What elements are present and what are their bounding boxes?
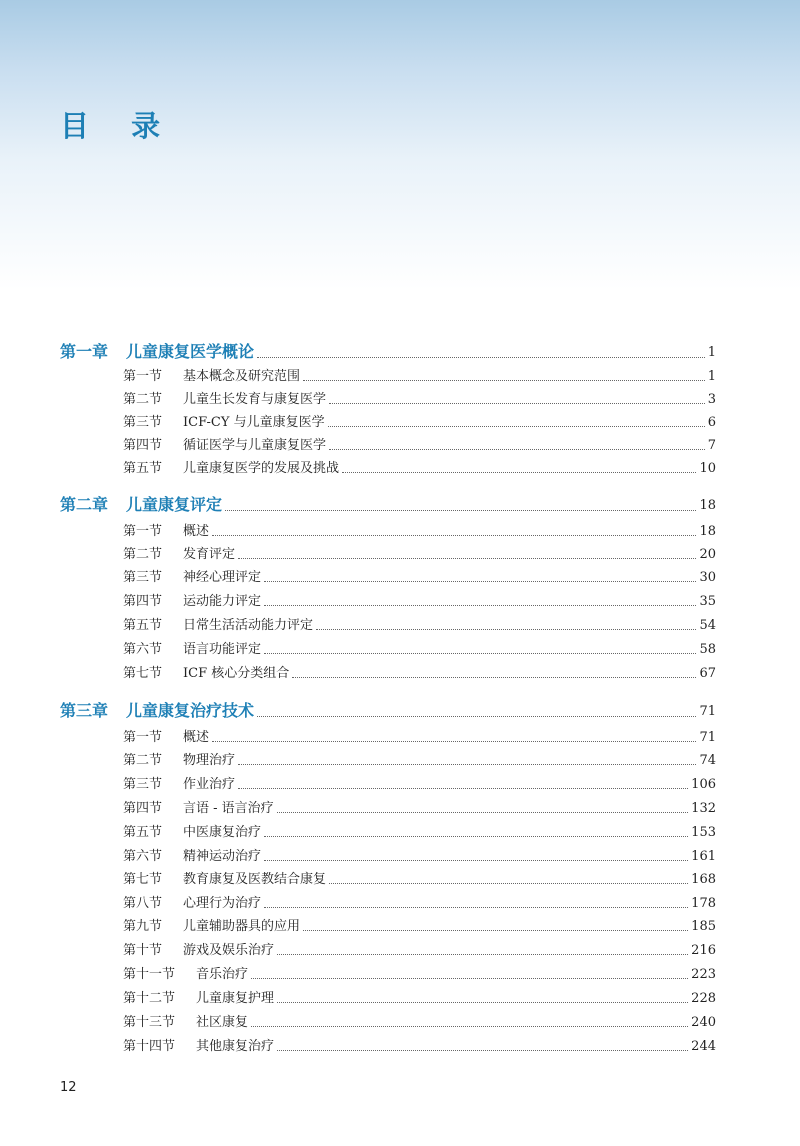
- chapter-number: 第二章: [60, 495, 109, 514]
- dot-leader: [264, 907, 688, 908]
- dot-leader: [212, 741, 696, 742]
- section-page: 161: [691, 849, 716, 864]
- chapter-title: 儿童康复治疗技术: [126, 701, 255, 720]
- section-page: 74: [699, 753, 716, 768]
- toc-chapter-1[interactable]: [60, 338, 716, 362]
- section-page: 223: [691, 967, 716, 982]
- section-number: 第十四节: [123, 1039, 176, 1054]
- section-title: 概述: [183, 524, 210, 539]
- dot-leader: [329, 403, 705, 404]
- section-title: 神经心理评定: [183, 570, 262, 585]
- dot-leader: [264, 581, 696, 582]
- section-page: 244: [691, 1039, 716, 1054]
- toc-section[interactable]: [123, 963, 716, 983]
- section-page: 67: [699, 666, 716, 681]
- chapter-title: 儿童康复评定: [126, 495, 223, 514]
- section-number: 第五节: [123, 825, 163, 840]
- section-title: 发育评定: [183, 547, 236, 562]
- section-page: 168: [691, 872, 716, 887]
- section-page: 18: [699, 524, 716, 539]
- section-number: 第十三节: [123, 1015, 176, 1030]
- section-number: 第三节: [123, 415, 163, 430]
- toc-section[interactable]: [123, 388, 716, 408]
- page-number: 12: [60, 1080, 77, 1095]
- section-title: 中医康复治疗: [183, 825, 262, 840]
- section-page: 1: [707, 369, 716, 384]
- toc-section[interactable]: [123, 845, 716, 865]
- dot-leader: [257, 716, 696, 717]
- section-page: 178: [691, 896, 716, 911]
- section-title: 物理治疗: [183, 753, 236, 768]
- toc-section[interactable]: [123, 939, 716, 959]
- dot-leader: [212, 535, 696, 536]
- section-number: 第一节: [123, 369, 163, 384]
- section-title: 其他康复治疗: [196, 1039, 275, 1054]
- section-number: 第九节: [123, 919, 163, 934]
- section-title: 基本概念及研究范围: [183, 369, 301, 384]
- section-number: 第十二节: [123, 991, 176, 1006]
- section-page: 3: [707, 392, 716, 407]
- section-number: 第一节: [123, 730, 163, 745]
- dot-leader: [238, 788, 688, 789]
- page-title: 目 录: [60, 109, 177, 143]
- section-page: 185: [691, 919, 716, 934]
- section-title: 心理行为治疗: [183, 896, 262, 911]
- section-title: 社区康复: [196, 1015, 249, 1030]
- section-title: ICF-CY 与儿童康复医学: [183, 415, 325, 430]
- section-title: ICF 核心分类组合: [183, 666, 290, 681]
- section-number: 第十一节: [123, 967, 176, 982]
- toc-section[interactable]: [123, 566, 716, 586]
- dot-leader: [277, 954, 688, 955]
- section-title: 循证医学与儿童康复医学: [183, 438, 327, 453]
- toc-section[interactable]: [123, 987, 716, 1007]
- section-title: 言语 - 语言治疗: [183, 801, 274, 816]
- toc-section[interactable]: [123, 797, 716, 817]
- section-number: 第二节: [123, 547, 163, 562]
- section-number: 第六节: [123, 642, 163, 657]
- dot-leader: [292, 677, 696, 678]
- dot-leader: [329, 449, 705, 450]
- toc-section[interactable]: [123, 773, 716, 793]
- dot-leader: [264, 605, 696, 606]
- section-page: 54: [699, 618, 716, 633]
- toc-section[interactable]: [123, 638, 716, 658]
- section-page: 10: [699, 461, 716, 476]
- section-number: 第七节: [123, 872, 163, 887]
- section-title: 精神运动治疗: [183, 849, 262, 864]
- dot-leader: [238, 764, 696, 765]
- section-number: 第二节: [123, 753, 163, 768]
- dot-leader: [238, 558, 696, 559]
- toc-section[interactable]: [123, 1011, 716, 1031]
- dot-leader: [316, 629, 696, 630]
- section-page: 240: [691, 1015, 716, 1030]
- dot-leader: [303, 930, 688, 931]
- section-title: 儿童生长发育与康复医学: [183, 392, 327, 407]
- toc-section[interactable]: [123, 726, 716, 746]
- section-number: 第三节: [123, 777, 163, 792]
- toc-section[interactable]: [123, 411, 716, 431]
- toc-section[interactable]: [123, 821, 716, 841]
- dot-leader: [257, 357, 705, 358]
- section-title: 游戏及娱乐治疗: [183, 943, 275, 958]
- section-number: 第一节: [123, 524, 163, 539]
- section-title: 作业治疗: [183, 777, 236, 792]
- section-number: 第六节: [123, 849, 163, 864]
- section-title: 教育康复及医教结合康复: [183, 872, 327, 887]
- section-page: 35: [699, 594, 716, 609]
- dot-leader: [303, 380, 705, 381]
- toc-section[interactable]: [123, 749, 716, 769]
- dot-leader: [264, 653, 696, 654]
- toc-section[interactable]: [123, 365, 716, 385]
- section-number: 第三节: [123, 570, 163, 585]
- section-number: 第五节: [123, 618, 163, 633]
- chapter-page: 18: [699, 498, 716, 513]
- section-number: 第四节: [123, 594, 163, 609]
- section-title: 语言功能评定: [183, 642, 262, 657]
- section-title: 运动能力评定: [183, 594, 262, 609]
- toc-section[interactable]: [123, 1035, 716, 1055]
- toc-section[interactable]: [123, 662, 716, 682]
- chapter-page: 1: [707, 345, 716, 360]
- chapter-number: 第三章: [60, 701, 109, 720]
- dot-leader: [328, 426, 705, 427]
- section-title: 儿童康复护理: [196, 991, 275, 1006]
- section-page: 58: [699, 642, 716, 657]
- section-page: 20: [699, 547, 716, 562]
- toc-section[interactable]: [123, 434, 716, 454]
- dot-leader: [329, 883, 688, 884]
- toc-section[interactable]: [123, 520, 716, 540]
- section-title: 日常生活活动能力评定: [183, 618, 314, 633]
- toc-section[interactable]: [123, 915, 716, 935]
- section-page: 132: [691, 801, 716, 816]
- section-title: 儿童康复医学的发展及挑战: [183, 461, 340, 476]
- toc-section[interactable]: [123, 457, 716, 477]
- dot-leader: [264, 836, 688, 837]
- toc-chapter-3[interactable]: [60, 697, 716, 721]
- toc-section[interactable]: [123, 543, 716, 563]
- section-title: 概述: [183, 730, 210, 745]
- toc-section[interactable]: [123, 614, 716, 634]
- dot-leader: [251, 978, 688, 979]
- dot-leader: [277, 1002, 688, 1003]
- section-number: 第四节: [123, 438, 163, 453]
- toc-section[interactable]: [123, 868, 716, 888]
- section-page: 30: [699, 570, 716, 585]
- section-number: 第十节: [123, 943, 163, 958]
- section-number: 第八节: [123, 896, 163, 911]
- chapter-page: 71: [699, 704, 716, 719]
- section-title: 儿童辅助器具的应用: [183, 919, 301, 934]
- dot-leader: [225, 510, 696, 511]
- chapter-number: 第一章: [60, 342, 109, 361]
- section-page: 216: [691, 943, 716, 958]
- section-page: 7: [707, 438, 716, 453]
- dot-leader: [264, 860, 688, 861]
- section-page: 106: [691, 777, 716, 792]
- toc-chapter-2[interactable]: [60, 491, 716, 515]
- section-number: 第二节: [123, 392, 163, 407]
- dot-leader: [342, 472, 696, 473]
- section-number: 第四节: [123, 801, 163, 816]
- section-page: 228: [691, 991, 716, 1006]
- chapter-title: 儿童康复医学概论: [126, 342, 255, 361]
- toc-section[interactable]: [123, 590, 716, 610]
- section-page: 71: [699, 730, 716, 745]
- dot-leader: [251, 1026, 688, 1027]
- section-page: 153: [691, 825, 716, 840]
- section-number: 第七节: [123, 666, 163, 681]
- section-page: 6: [707, 415, 716, 430]
- toc-section[interactable]: [123, 892, 716, 912]
- section-number: 第五节: [123, 461, 163, 476]
- dot-leader: [277, 1050, 688, 1051]
- dot-leader: [277, 812, 689, 813]
- section-title: 音乐治疗: [196, 967, 249, 982]
